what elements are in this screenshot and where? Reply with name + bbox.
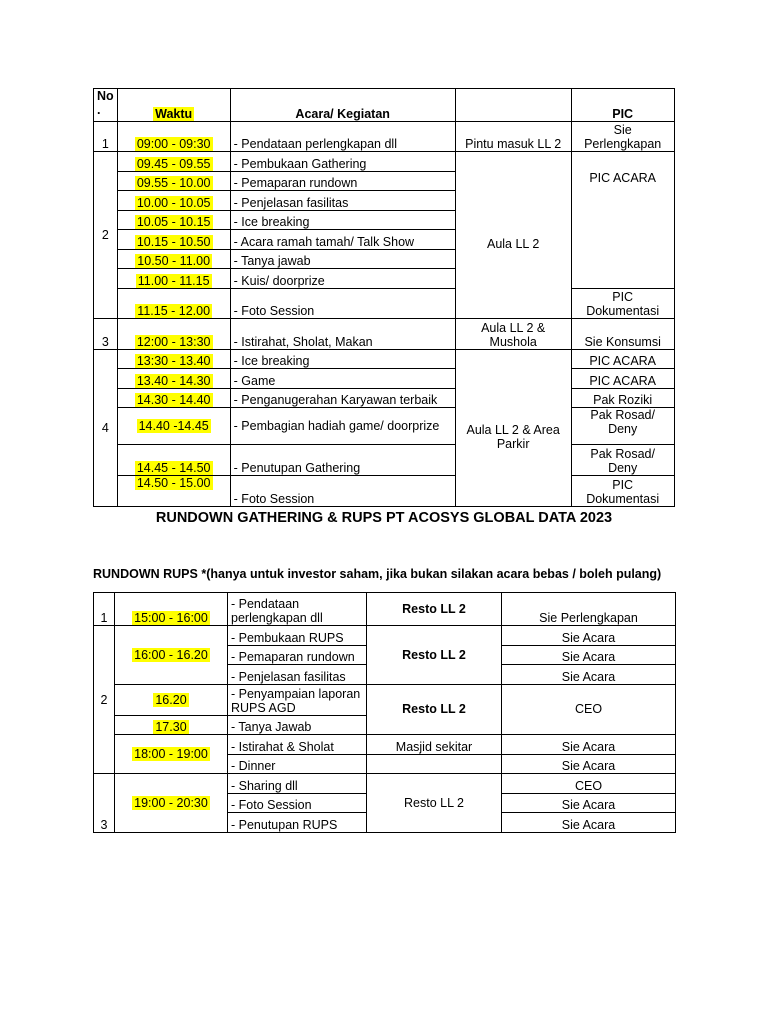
table-row [94, 684, 676, 715]
row-pic: Sie Acara [502, 645, 676, 665]
group-pic-dok: PIC Dokumentasi [571, 288, 674, 318]
row-acara: - Pemaparan rundown [228, 645, 367, 665]
group-waktu: 19:00 - 20:30 [134, 795, 208, 810]
table-row [94, 445, 675, 476]
group-waktu-cell [115, 626, 228, 685]
table-row [94, 774, 676, 794]
row-waktu: 10.15 - 10.50 [136, 234, 211, 249]
table-row [94, 593, 676, 626]
table-header-row [94, 89, 675, 122]
group-no: 3 [94, 774, 115, 833]
row-acara: - Sharing dll [228, 774, 367, 794]
row-no: 1 [94, 122, 118, 152]
row-acara: - Istirahat & Sholat [228, 735, 367, 755]
row-pic: Sie Acara [502, 665, 676, 685]
row-waktu: 12:00 - 13:30 [136, 334, 211, 349]
row-pic: Pak Roziki [571, 388, 674, 408]
row-no: 1 [94, 593, 115, 626]
group-waktu-cell [115, 774, 228, 833]
table-row [94, 408, 675, 445]
row-waktu: 11.15 - 12.00 [137, 303, 211, 318]
row-tempat: Masjid sekitar [367, 735, 502, 755]
row-pic: PIC ACARA [571, 369, 674, 389]
row-acara: - Pendataan perlengkapan dll [230, 122, 455, 152]
document-caption: RUNDOWN GATHERING & RUPS PT ACOSYS GLOBAL DATA 2023 [155, 510, 613, 526]
table-row [94, 476, 675, 507]
row-pic: Sie Konsumsi [571, 318, 674, 349]
header-no: No . [94, 89, 118, 122]
row-acara: - Foto Session [230, 476, 455, 507]
group-waktu: 17.30 [155, 720, 187, 734]
row-pic: Sie Acara [502, 754, 676, 774]
row-no: 3 [94, 318, 118, 349]
header-waktu: Waktu [155, 107, 193, 121]
group-pic-acara: PIC ACARA [571, 171, 674, 288]
table-row [94, 152, 675, 172]
row-acara: - Pemaparan rundown [230, 171, 455, 191]
row-acara: - Pembukaan Gathering [230, 152, 455, 172]
row-pic: Sie Acara [502, 793, 676, 813]
row-pic: Sie Perlengkapan [502, 593, 676, 626]
row-acara: - Pendataan perlengkapan dll [228, 593, 367, 626]
table-row [94, 288, 675, 318]
row-pic: Sie Acara [502, 626, 676, 646]
row-pic: Sie Acara [502, 813, 676, 833]
table-row [94, 388, 675, 408]
group-tempat: Resto LL 2 [367, 774, 502, 833]
row-pic: Pak Rosad/ Deny [571, 408, 674, 445]
header-tempat [455, 89, 571, 122]
rups-subheading: RUNDOWN RUPS *(hanya untuk investor saham, jika bukan silakan acara bebas / boleh pulang) [93, 567, 662, 581]
group-tempat: Aula LL 2 & Area Parkir [455, 369, 571, 507]
row-acara: - Ice breaking [230, 349, 455, 369]
row-acara: - Acara ramah tamah/ Talk Show [230, 230, 455, 250]
group-tempat: Resto LL 2 [367, 684, 502, 735]
gathering-rundown-table [93, 88, 675, 507]
row-waktu: 10.50 - 11.00 [137, 254, 211, 268]
row-tempat: Resto LL 2 [367, 593, 502, 626]
row-acara: - Kuis/ doorprize [230, 269, 455, 289]
row-waktu: 14.45 - 14.50 [136, 461, 211, 475]
row-acara: - Ice breaking [230, 210, 455, 230]
row-tempat: Aula LL 2 & Mushola [455, 318, 571, 349]
row-acara: - Game [230, 369, 455, 389]
row-acara: - Tanya jawab [230, 249, 455, 269]
row-acara: - Foto Session [228, 793, 367, 813]
row-waktu: 09.45 - 09.55 [136, 156, 211, 171]
group-tempat: Aula LL 2 [455, 171, 571, 318]
row-acara: - Penganugerahan Karyawan terbaik [230, 388, 455, 408]
row-acara: - Istirahat, Sholat, Makan [230, 318, 455, 349]
row-acara: - Foto Session [230, 288, 455, 318]
row-waktu: 14.30 - 14.40 [136, 393, 211, 407]
row-pic: Pak Rosad/ Deny [571, 445, 674, 476]
table-row [94, 171, 675, 191]
row-waktu: 14.50 - 15.00 [136, 476, 211, 490]
table-row [94, 369, 675, 389]
row-pic: PIC ACARA [571, 349, 674, 369]
group-waktu: 18:00 - 19:00 [134, 747, 208, 761]
group-waktu: 16:00 - 16.20 [134, 647, 208, 662]
row-waktu: 11.00 - 11.15 [137, 273, 210, 288]
rups-rundown-table [93, 592, 676, 833]
row-acara: - Penjelasan fasilitas [228, 665, 367, 685]
row-pic: CEO [502, 684, 676, 735]
group-waktu-cell [115, 735, 228, 774]
row-waktu: 13:30 - 13.40 [136, 354, 211, 368]
row-waktu: 13.40 - 14.30 [136, 373, 211, 388]
table-row [94, 122, 675, 152]
row-pic: Sie Acara [502, 735, 676, 755]
row-waktu: 10.00 - 10.05 [136, 195, 211, 210]
row-acara: - Penyampaian laporan RUPS AGD [228, 684, 367, 715]
row-pic: Sie Perlengkapan [571, 122, 674, 152]
row-acara: - Penutupan RUPS [228, 813, 367, 833]
row-waktu: 10.05 - 10.15 [136, 215, 211, 229]
row-waktu: 09:00 - 09:30 [136, 137, 211, 151]
table-row [94, 735, 676, 755]
row-acara: - Pembagian hadiah game/ doorprize [230, 408, 455, 445]
row-pic: PIC Dokumentasi [571, 476, 674, 507]
group-no: 2 [94, 152, 118, 319]
header-acara: Acara/ Kegiatan [230, 89, 455, 122]
table-row [94, 318, 675, 349]
table-row [94, 349, 675, 369]
header-pic: PIC [571, 89, 674, 122]
row-waktu: 14.40 -14.45 [138, 419, 209, 433]
row-waktu: 15:00 - 16:00 [134, 611, 208, 625]
row-tempat: Pintu masuk LL 2 [455, 122, 571, 152]
row-acara: - Penutupan Gathering [230, 445, 455, 476]
row-acara: - Tanya Jawab [228, 715, 367, 735]
row-acara: - Pembukaan RUPS [228, 626, 367, 646]
row-waktu: 09.55 - 10.00 [136, 176, 211, 190]
group-no: 4 [94, 349, 118, 507]
row-acara: - Penjelasan fasilitas [230, 191, 455, 211]
row-pic: CEO [502, 774, 676, 794]
group-no: 2 [94, 626, 115, 774]
group-waktu: 16.20 [155, 692, 187, 707]
group-tempat: Resto LL 2 [367, 626, 502, 685]
row-acara: - Dinner [228, 754, 367, 774]
table-row [94, 626, 676, 646]
